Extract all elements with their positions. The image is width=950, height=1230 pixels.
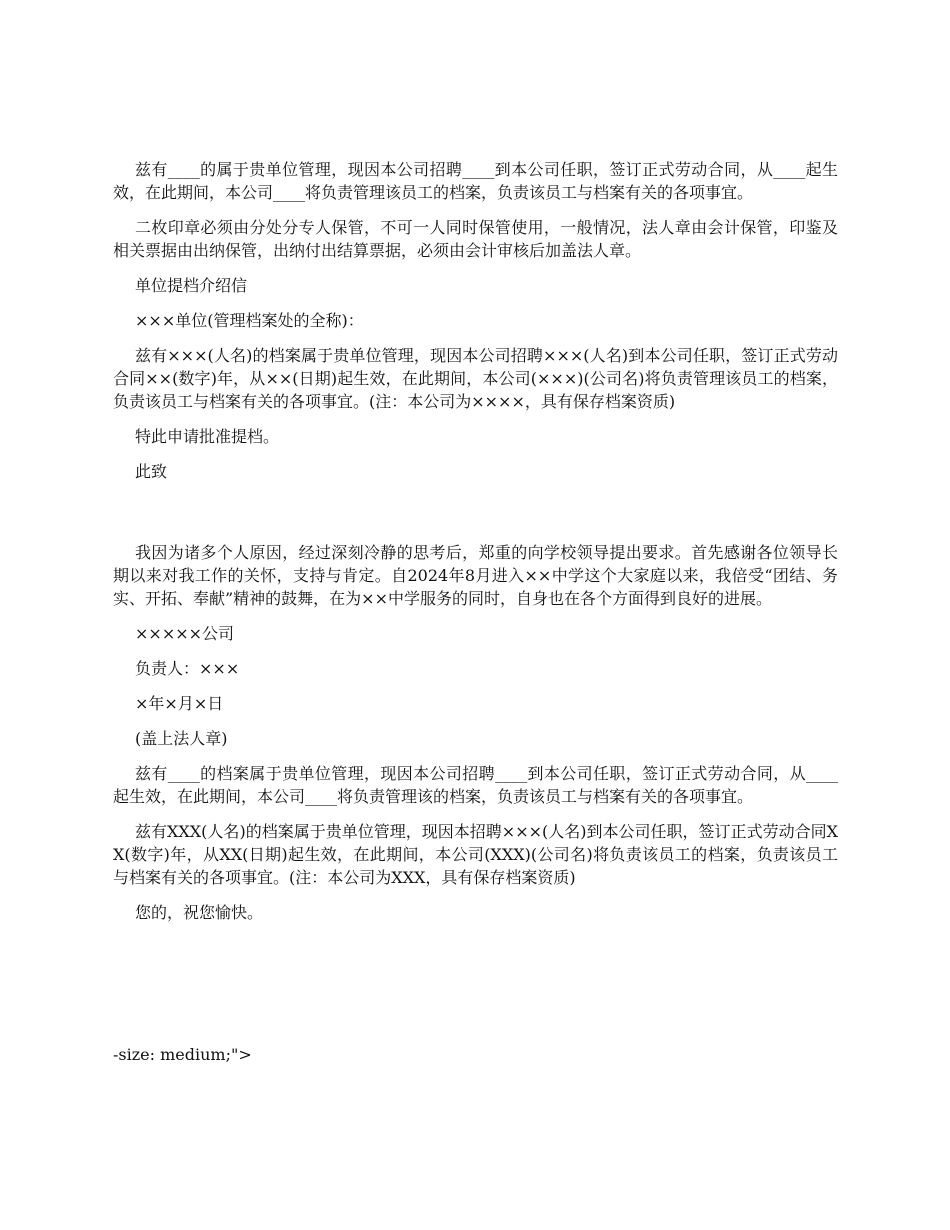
spacer xyxy=(113,495,838,541)
paragraph-request: 特此申请批准提档。 xyxy=(135,427,280,446)
letter-recipient: ×××单位(管理档案处的全称)： xyxy=(135,311,364,330)
document-body xyxy=(113,158,838,936)
paragraph-salutation: 此致 xyxy=(135,462,168,481)
company-name: ×××××公司 xyxy=(135,624,235,643)
paragraph-archive-notice-blank: 兹有____的属于贵单位管理，现因本公司招聘____到本公司任职，签订正式劳动合同，从____起生效，在此期间，本公司____将负责管理该员工的档案，负责该员工与档案有关的各项事宜。 xyxy=(113,160,838,202)
trailing-code-fragment: -size: medium;"> xyxy=(113,1045,252,1064)
paragraph-archive-notice-blank-2: 兹有____的档案属于贵单位管理，现因本公司招聘____到本公司任职，签订正式劳动合同，从____起生效，在此期间，本公司____将负责管理该的档案，负责该员工与档案有关的各项事宜。 xyxy=(113,764,838,806)
paragraph-resignation: 我因为诸多个人原因，经过深刻冷静的思考后，郑重的向学校领导提出要求。首先感谢各位领导长期以来对我工作的关怀，支持与肯定。自2024年8月进入××中学这个大家庭以来，我倍受“团结、务实、开拓、奉献”精神的鼓舞，在为××中学服务的同时，自身也在各个方面得到良好的进展。 xyxy=(113,543,838,608)
seal-note: (盖上法人章) xyxy=(135,729,228,748)
paragraph-archive-notice-xxx: 兹有XXX(人名)的档案属于贵单位管理，现因本招聘×××(人名)到本公司任职，签订正式劳动合同XX(数字)年，从XX(日期)起生效，在此期间，本公司(XXX)(公司名)将负责该员工的档案，负责该员工与档案有关的各项事宜。(注：本公司为XXX，具有保存档案资质) xyxy=(113,822,838,887)
letter-date: ×年×月×日 xyxy=(135,694,224,713)
letter-heading: 单位提档介绍信 xyxy=(135,276,248,295)
closing-line: 您的，祝您愉快。 xyxy=(135,903,264,922)
paragraph-seal-custody: 二枚印章必须由分处分专人保管，不可一人同时保管使用，一般情况，法人章由会计保管，印鉴及相关票据由出纳保管，出纳付出结算票据，必须由会计审核后加盖法人章。 xyxy=(113,218,838,260)
responsible-person: 负责人：××× xyxy=(135,659,240,678)
paragraph-archive-notice-example: 兹有×××(人名)的档案属于贵单位管理，现因本公司招聘×××(人名)到本公司任职，签订正式劳动合同××(数字)年，从××(日期)起生效，在此期间，本公司(×××)(公司名)将负责管理该员工的档案，负责该员工与档案有关的各项事宜。(注：本公司为××××，具有保存档案资质) xyxy=(113,346,838,411)
